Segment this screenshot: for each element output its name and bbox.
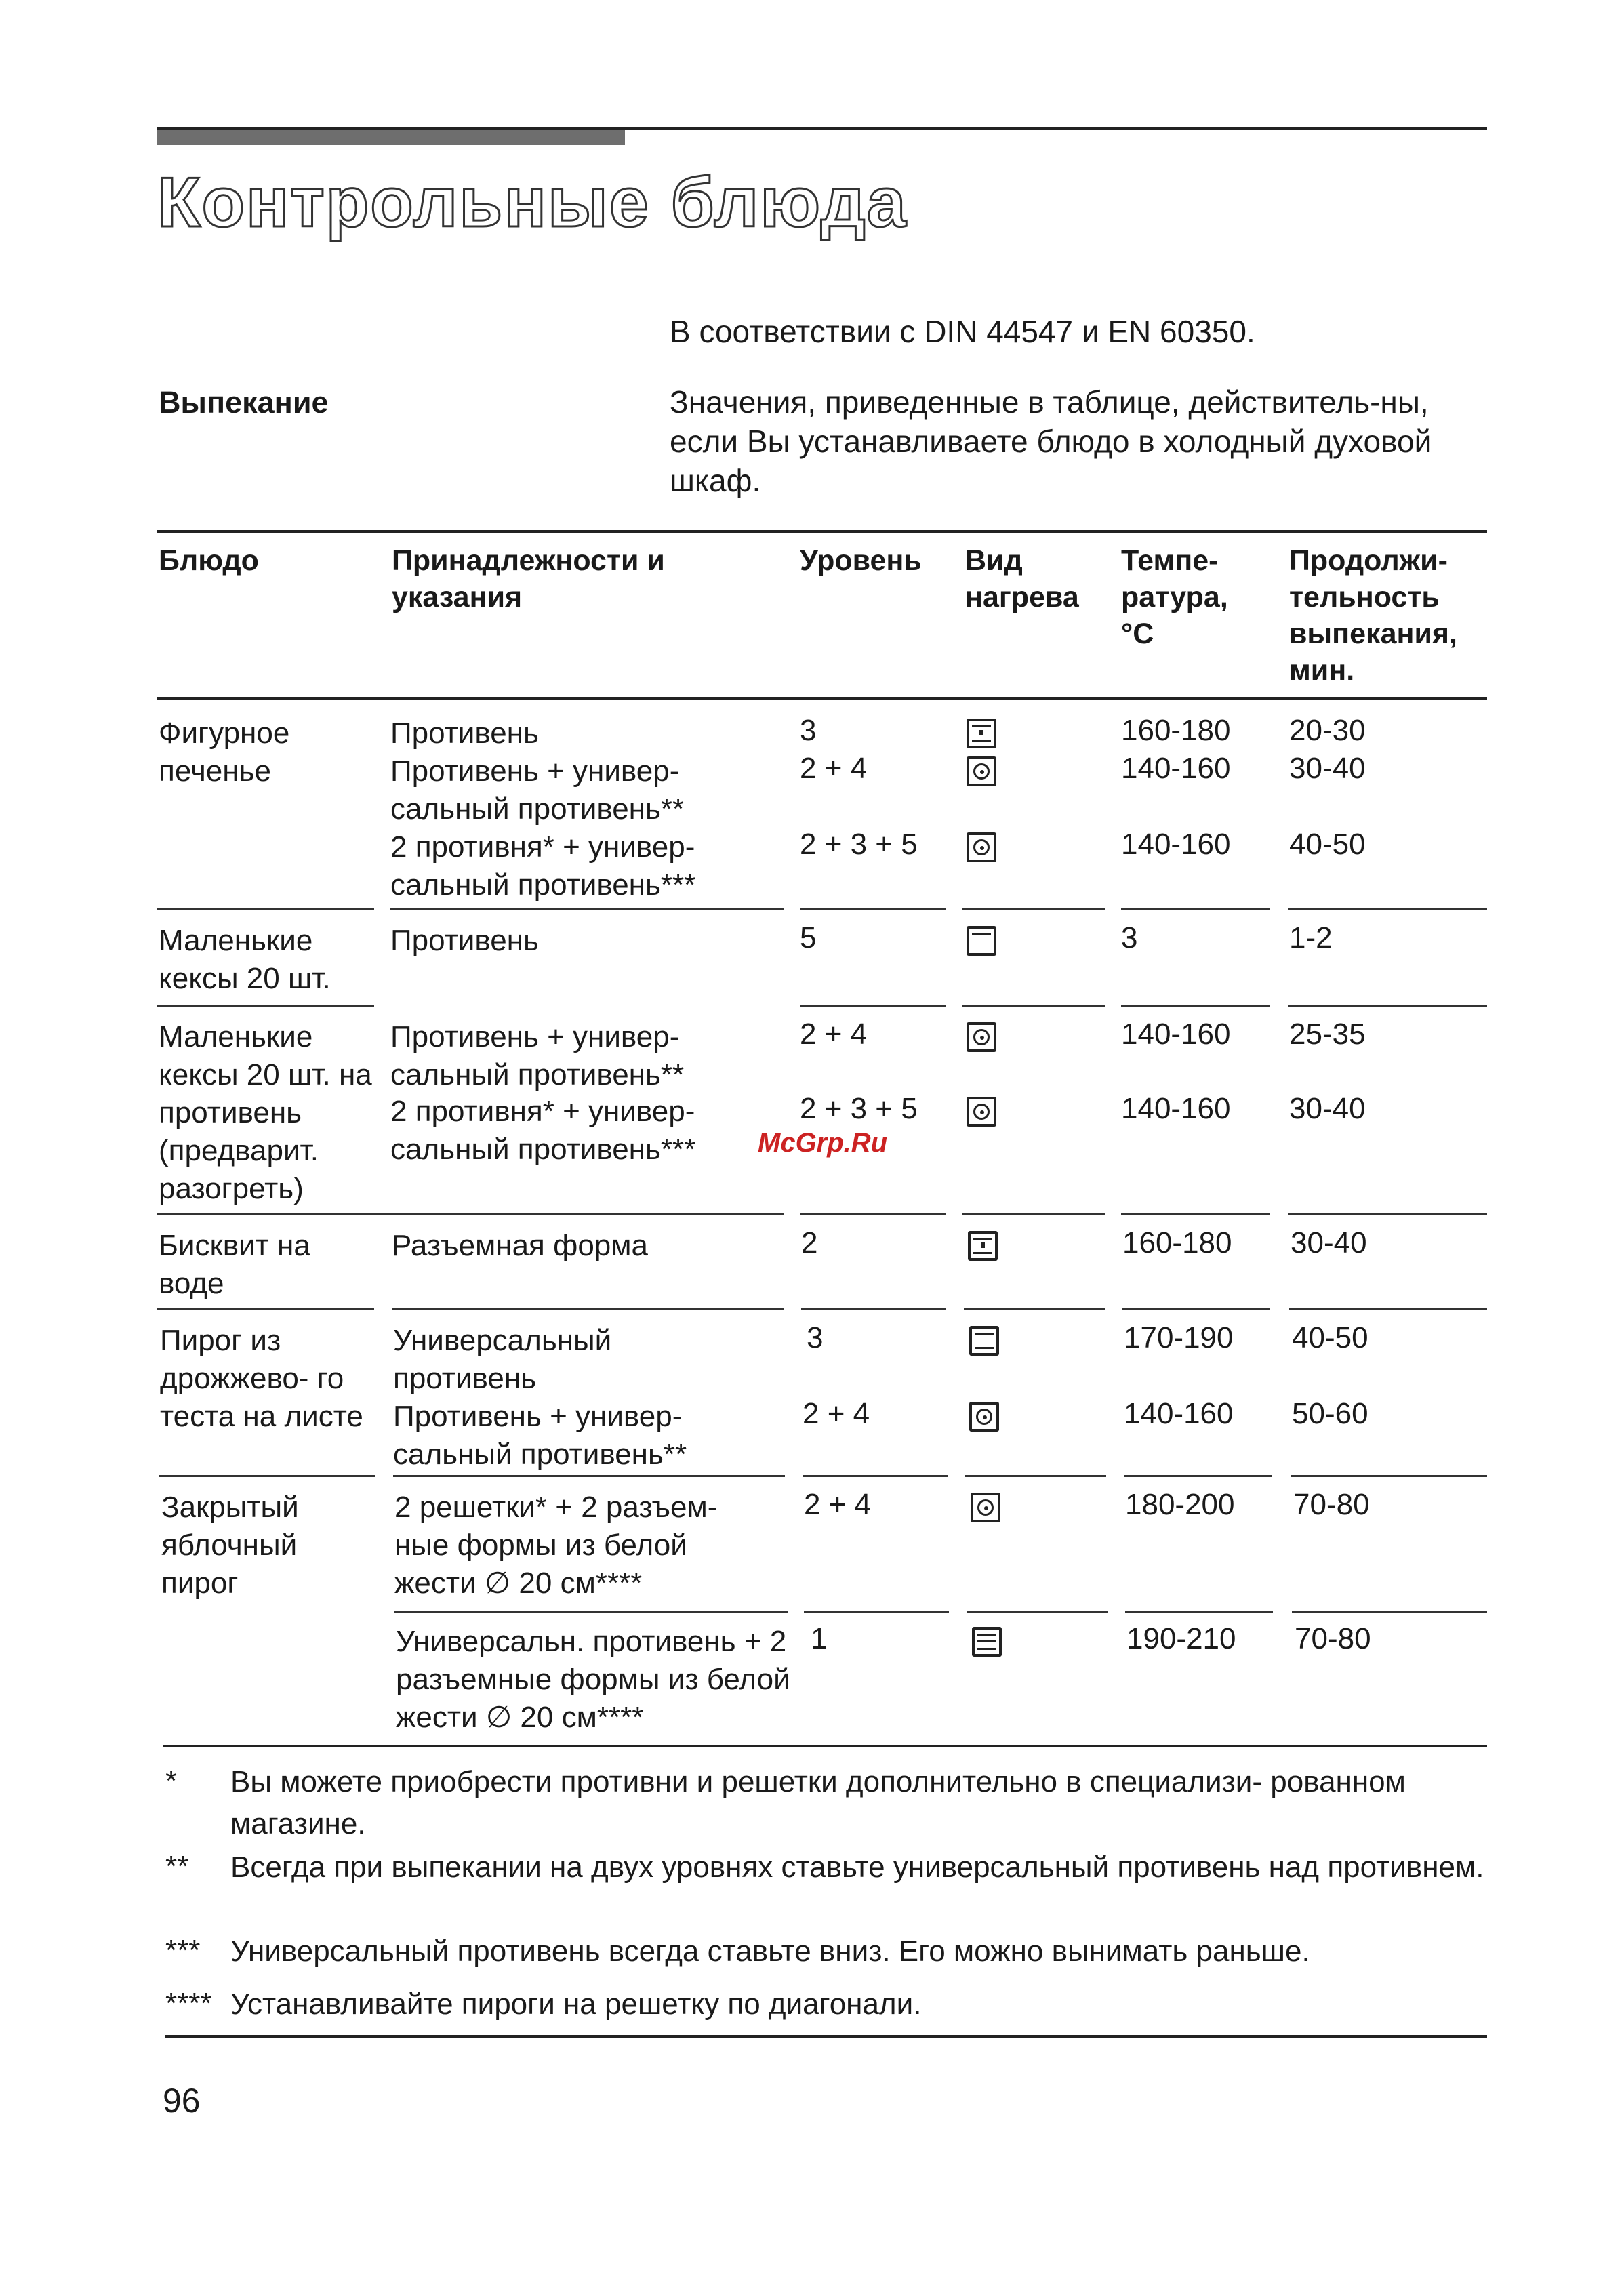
- temperature-cell: 180-200: [1125, 1488, 1235, 1521]
- footnote-text: Универсальный противень всегда ставьте вниз. Его можно вынимать раньше.: [230, 1935, 1310, 1968]
- row-separator: [157, 1005, 374, 1007]
- duration-cell: 30-40: [1289, 1092, 1366, 1125]
- dish-cell: Пирог из дрожжево- го теста на листе: [160, 1324, 363, 1433]
- row-separator: [1288, 1213, 1487, 1215]
- row-separator: [1288, 908, 1487, 910]
- row-separator: [1121, 1005, 1270, 1007]
- footnote-mark: ****: [165, 1987, 212, 2020]
- table-top-rule: [157, 530, 1487, 533]
- accessory-cell: Разъемная форма: [392, 1229, 648, 1262]
- row-separator: [1121, 908, 1270, 910]
- level-cell: 2 + 4: [803, 1397, 870, 1430]
- level-cell: 1: [811, 1622, 828, 1655]
- level-cell: 2 + 3 + 5: [800, 1092, 918, 1125]
- row-separator: [1292, 1611, 1487, 1613]
- row-separator: [157, 1213, 784, 1215]
- temperature-cell: 160-180: [1121, 714, 1231, 747]
- header-bottom-rule: [157, 697, 1487, 700]
- accessory-cell: Универсальный противень: [393, 1324, 612, 1395]
- top-bottom-heat-icon: [969, 1326, 999, 1356]
- section-label: Выпекание: [159, 385, 329, 420]
- accessory-cell: Противень + универ- сальный противень**: [393, 1400, 687, 1471]
- temperature-cell: 140-160: [1124, 1397, 1234, 1430]
- level-cell: 2 + 4: [800, 1017, 868, 1051]
- accessory-cell: Противень + универ- сальный противень**: [390, 1020, 685, 1091]
- accessory-cell: 2 решетки* + 2 разъем- ные формы из белой жести ∅ 20 см****: [394, 1491, 718, 1600]
- footnote-mark: ***: [165, 1934, 201, 1967]
- header-heating: Вид нагрева: [965, 544, 1079, 613]
- top-bottom-heat-icon: [968, 1231, 998, 1261]
- dish-cell: Маленькие кексы 20 шт. на противень (предварит. разогреть): [159, 1020, 372, 1205]
- row-separator: [801, 1308, 946, 1310]
- footnote-mark: **: [165, 1850, 189, 1883]
- row-separator: [965, 1475, 1106, 1477]
- temperature-cell: 160-180: [1122, 1226, 1232, 1259]
- accessory-cell: Противень + универ- сальный противень**: [390, 754, 685, 826]
- temperature-cell: 140-160: [1121, 1017, 1231, 1051]
- row-separator: [393, 1475, 785, 1477]
- level-cell: 2 + 3 + 5: [800, 828, 918, 861]
- header-accessories: Принадлежности и указания: [392, 544, 665, 613]
- top-bottom-heat-icon: [967, 719, 996, 748]
- row-separator: [394, 1611, 788, 1613]
- hot-air-icon: [971, 1493, 1000, 1522]
- title-rule: [157, 127, 1487, 130]
- row-separator: [962, 908, 1105, 910]
- page-number: 96: [163, 2082, 201, 2120]
- row-separator: [803, 1475, 948, 1477]
- row-separator: [967, 1611, 1108, 1613]
- footnote-text: Вы можете приобрести противни и решетки дополнительно в специализи- рованном магазине.: [230, 1765, 1406, 1840]
- footnote-text: Всегда при выпекании на двух уровнях ставьте универсальный противень над противнем.: [230, 1851, 1484, 1884]
- temperature-cell: 3: [1121, 921, 1138, 954]
- temperature-cell: 170-190: [1124, 1321, 1234, 1354]
- accessory-cell: 2 противня* + универ- сальный противень***: [390, 1095, 696, 1166]
- row-separator: [157, 1308, 374, 1310]
- row-separator: [157, 908, 374, 910]
- grill-icon: [967, 926, 996, 956]
- row-separator: [800, 1005, 946, 1007]
- accessory-cell: 2 противня* + универ- сальный противень***: [390, 830, 696, 902]
- duration-cell: 40-50: [1289, 828, 1366, 861]
- duration-cell: 70-80: [1293, 1488, 1370, 1521]
- duration-cell: 1-2: [1289, 921, 1333, 954]
- dish-cell: Бисквит на воде: [159, 1229, 310, 1300]
- dish-cell: Закрытый яблочный пирог: [161, 1491, 299, 1600]
- duration-cell: 70-80: [1295, 1622, 1371, 1655]
- row-separator: [800, 908, 946, 910]
- row-separator: [1122, 1308, 1270, 1310]
- accessory-cell: Универсальн. противень + 2 разъемные формы из белой жести ∅ 20 см****: [396, 1625, 790, 1734]
- level-cell: 5: [800, 921, 817, 954]
- hot-air-icon: [967, 832, 996, 862]
- duration-cell: 40-50: [1292, 1321, 1368, 1354]
- level-cell: 3: [800, 714, 817, 747]
- row-separator: [1124, 1475, 1272, 1477]
- dish-cell: Фигурное печенье: [159, 716, 290, 788]
- duration-cell: 30-40: [1289, 752, 1366, 785]
- row-separator: [962, 1005, 1105, 1007]
- row-separator: [159, 1475, 375, 1477]
- row-separator: [392, 1308, 784, 1310]
- table-bottom-rule: [163, 1745, 1487, 1747]
- header-level: Уровень: [800, 544, 922, 577]
- row-separator: [1289, 1308, 1487, 1310]
- hot-air-icon: [967, 1022, 996, 1052]
- row-separator: [1125, 1611, 1273, 1613]
- watermark: McGrp.Ru: [758, 1128, 888, 1158]
- row-separator: [962, 1213, 1105, 1215]
- duration-cell: 25-35: [1289, 1017, 1366, 1051]
- row-separator: [390, 908, 784, 910]
- header-duration: Продолжи- тельность выпекания, мин.: [1289, 544, 1457, 687]
- level-cell: 3: [807, 1321, 824, 1354]
- level-cell: 2: [801, 1226, 818, 1259]
- footnote-text: Устанавливайте пироги на решетку по диагонали.: [230, 1987, 922, 2021]
- footer-rule: [165, 2035, 1487, 2038]
- section-intro: Значения, приведенные в таблице, действитель-ны, если Вы устанавливаете блюдо в холодный духовой шкаф.: [670, 384, 1432, 498]
- standards-note: В соответствии с DIN 44547 и EN 60350.: [670, 314, 1255, 349]
- temperature-cell: 140-160: [1121, 1092, 1231, 1125]
- footnote-mark: *: [165, 1764, 178, 1798]
- accessory-cell: Противень: [390, 716, 539, 750]
- row-separator: [1288, 1005, 1487, 1007]
- header-dish: Блюдо: [159, 544, 259, 577]
- bottom-heat-icon: [972, 1627, 1002, 1657]
- duration-cell: 30-40: [1291, 1226, 1367, 1259]
- hot-air-icon: [967, 756, 996, 786]
- page-title: Контрольные блюда: [157, 163, 908, 242]
- duration-cell: 50-60: [1292, 1397, 1368, 1430]
- hot-air-icon: [969, 1402, 999, 1432]
- hot-air-icon: [967, 1097, 996, 1127]
- temperature-cell: 140-160: [1121, 752, 1231, 785]
- level-cell: 2 + 4: [800, 752, 868, 785]
- accessory-cell: Противень: [390, 924, 539, 957]
- temperature-cell: 140-160: [1121, 828, 1231, 861]
- duration-cell: 20-30: [1289, 714, 1366, 747]
- row-separator: [804, 1611, 949, 1613]
- header-temperature: Темпе- ратура, °С: [1121, 544, 1228, 650]
- row-separator: [964, 1308, 1105, 1310]
- level-cell: 2 + 4: [804, 1488, 872, 1521]
- temperature-cell: 190-210: [1126, 1622, 1236, 1655]
- row-separator: [1291, 1475, 1487, 1477]
- dish-cell: Маленькие кексы 20 шт.: [159, 924, 331, 995]
- row-separator: [800, 1213, 946, 1215]
- row-separator: [1121, 1213, 1270, 1215]
